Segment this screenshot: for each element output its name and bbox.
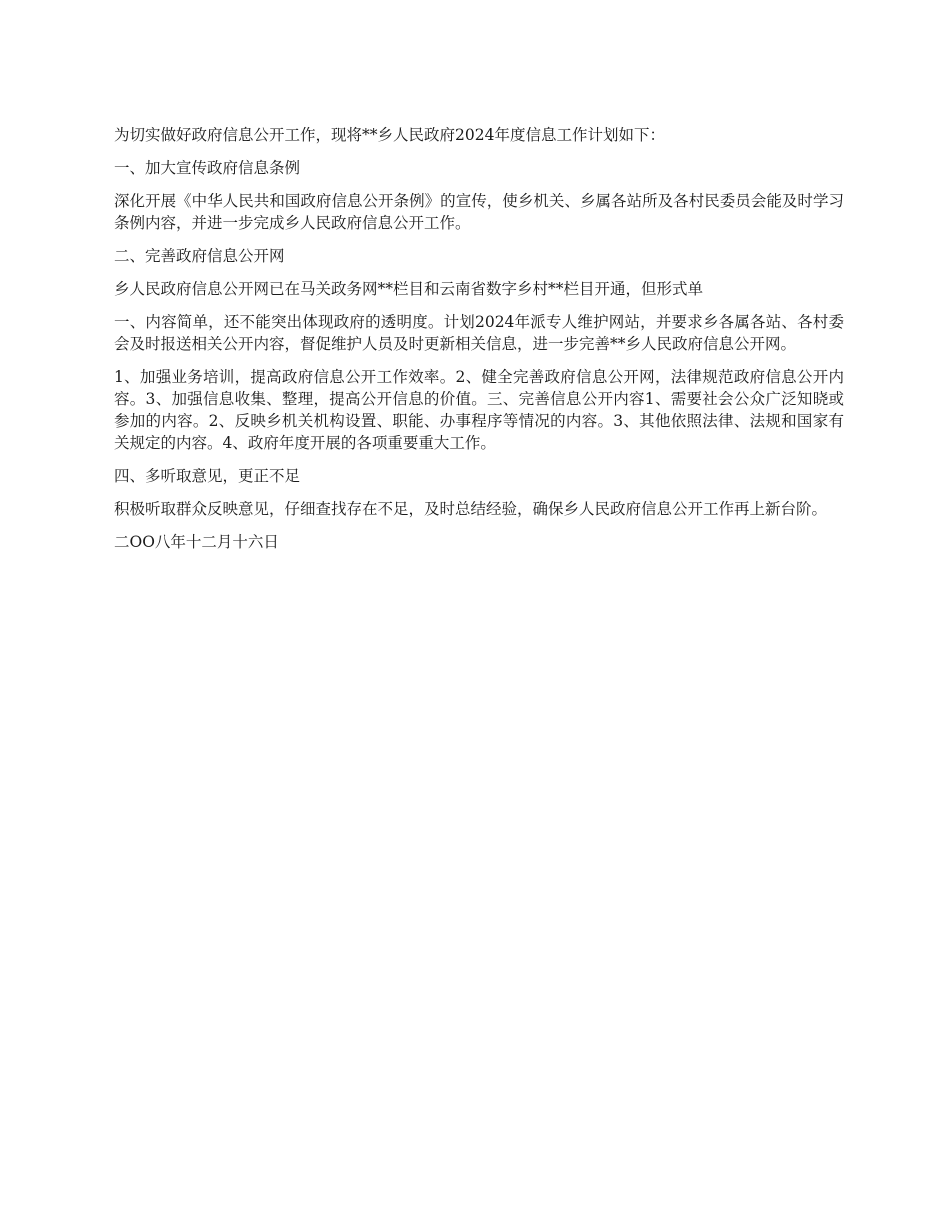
body-paragraph: 一、内容简单，还不能突出体现政府的透明度。计划2024年派专人维护网站，并要求乡各属各站、各村委会及时报送相关公开内容，督促维护人员及时更新相关信息，进一步完善**乡人民政府信息公开网。 <box>114 313 844 353</box>
intro-paragraph: 为切实做好政府信息公开工作，现将**乡人民政府2024年度信息工作计划如下： <box>114 126 665 144</box>
body-paragraph: 1、加强业务培训，提高政府信息公开工作效率。2、健全完善政府信息公开网，法律规范政府信息公开内容。3、加强信息收集、整理，提高公开信息的价值。三、完善信息公开内容1、需要社会公众广泛知晓或参加的内容。2、反映乡机关机构设置、职能、办事程序等情况的内容。3、其他依照法律、法规和国家有关规定的内容。4、政府年度开展的各项重要重大工作。 <box>114 368 844 452</box>
document-date: 二OO八年十二月十六日 <box>114 533 279 551</box>
document-body <box>114 124 844 564</box>
body-paragraph: 积极听取群众反映意见，仔细查找存在不足，及时总结经验，确保乡人民政府信息公开工作再上新台阶。 <box>114 500 828 518</box>
section-heading-4: 四、多听取意见，更正不足 <box>114 467 301 485</box>
body-paragraph: 乡人民政府信息公开网已在马关政务网**栏目和云南省数字乡村**栏目开通，但形式单 <box>114 280 704 298</box>
body-paragraph: 深化开展《中华人民共和国政府信息公开条例》的宣传，使乡机关、乡属各站所及各村民委员会能及时学习条例内容，并进一步完成乡人民政府信息公开工作。 <box>114 192 844 232</box>
section-heading-2: 二、完善政府信息公开网 <box>114 247 285 265</box>
section-heading-1: 一、加大宣传政府信息条例 <box>114 159 301 177</box>
